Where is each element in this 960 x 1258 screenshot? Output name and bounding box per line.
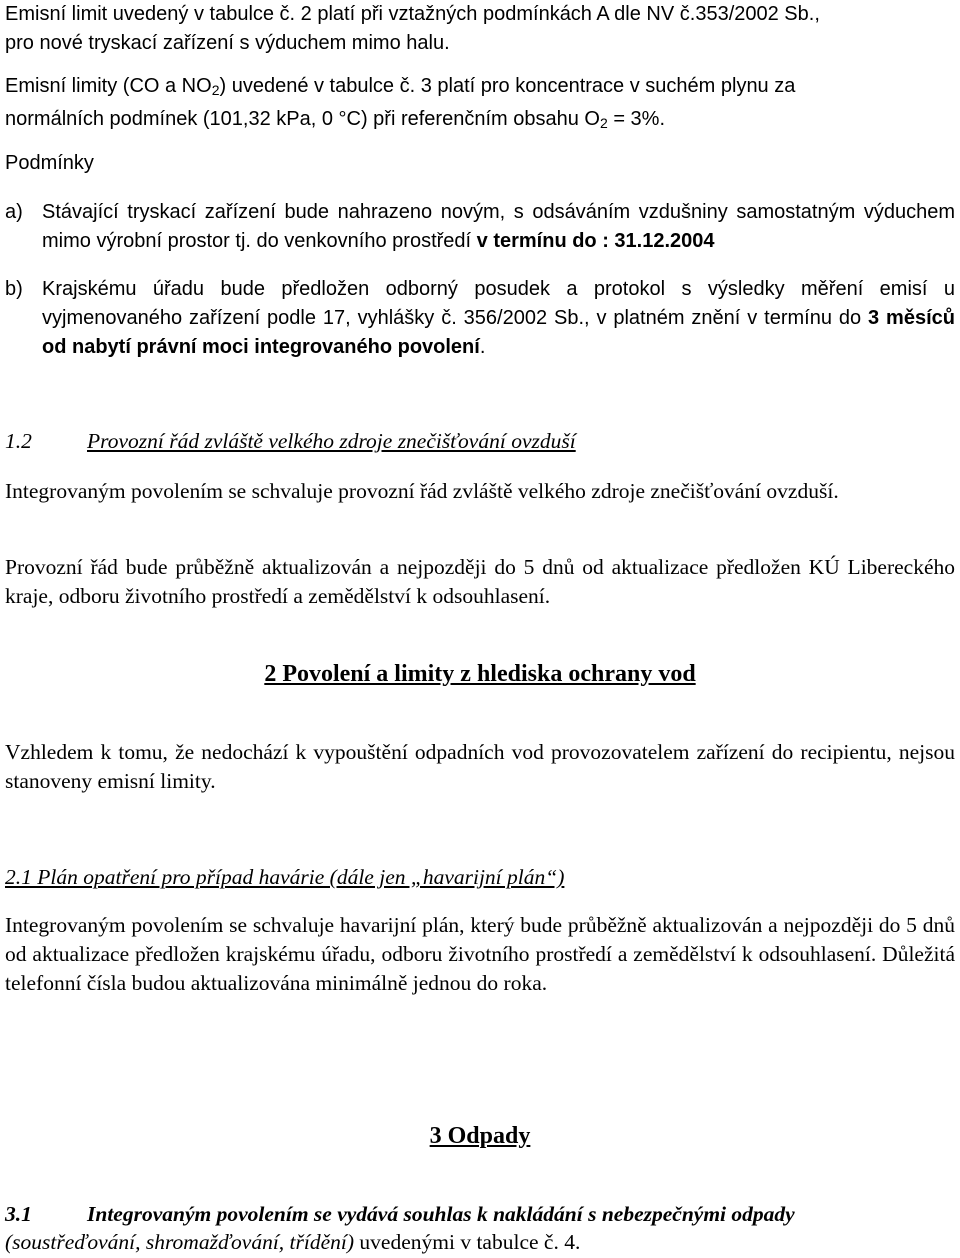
- section-1-2-heading: [5, 427, 955, 456]
- section-1-2-number: 1.2: [5, 429, 32, 453]
- section-3-1-heading: [5, 1200, 955, 1229]
- condition-b-deadline: 3 měsíců od nabytí právní moci integrovaného povolení: [42, 307, 955, 358]
- condition-a-text: Stávající tryskací zařízení bude nahrazeno novým, s odsáváním vzdušniny samostatným výduchem mimo výrobní prostor tj. do venkovního prostředí v termínu do : 31.12.2004: [42, 201, 955, 252]
- condition-b-text: Krajskému úřadu bude předložen odborný posudek a protokol s výsledky měření emisí u vyjmenovaného zařízení podle 17, vyhlášky č. 356/2002 Sb., v platném znění v termínu do 3 měsíců od nabytí právní moci integrovaného povolení.: [42, 278, 955, 358]
- condition-item-b: [5, 275, 955, 362]
- emission-limit-line-1: Emisní limit uvedený v tabulce č. 2 platí při vztažných podmínkách A dle NV č.353/2002 Sb.,: [5, 3, 820, 25]
- section-3-1-subtitle: (soustřeďování, shromažďování, třídění) uvedenými v tabulce č. 4.: [5, 1230, 581, 1254]
- condition-a-marker: a): [5, 201, 23, 223]
- section-2-paragraph: Vzhledem k tomu, že nedochází k vypouštění odpadních vod provozovatelem zařízení do recipientu, nejsou stanoveny emisní limity.: [5, 740, 955, 793]
- condition-b-marker: b): [5, 278, 23, 300]
- document-page: [5, 0, 955, 1258]
- emission-limit-line-2: pro nové tryskací zařízení s výduchem mimo halu.: [5, 32, 450, 54]
- section-1-2-title: Provozní řád zvláště velkého zdroje znečišťování ovzduší: [87, 429, 576, 453]
- section-3-heading: 3 Odpady: [429, 1123, 531, 1149]
- condition-a-deadline: v termínu do : 31.12.2004: [476, 230, 715, 252]
- emission-limits-conditions-paragraph: [5, 72, 955, 138]
- emission-limits-line-2: normálních podmínek (101,32 kPa, 0 °C) při referenčním obsahu $O_2 = 3\%$.: [5, 108, 666, 131]
- section-2-heading: 2 Povolení a limity z hlediska ochrany vod: [264, 661, 696, 687]
- section-2-1-paragraph: Integrovaným povolením se schvaluje havarijní plán, který bude průběžně aktualizován a nejpozději do 5 dnů od aktualizace předložen krajskému úřadu, odboru životního prostředí a zemědělství k odsouhlasení. Důležitá telefonní čísla budou aktualizována minimálně jednou do roka.: [5, 913, 955, 995]
- condition-item-a: [5, 198, 955, 256]
- section-1-2-paragraph-2: Provozní řád bude průběžně aktualizován a nejpozději do 5 dnů od aktualizace předložen KÚ Libereckého kraje, odboru životního prostředí a zemědělství k odsouhlasení.: [5, 555, 955, 608]
- section-3-1-number: 3.1: [5, 1202, 32, 1226]
- emission-limits-line-1: Emisní limity (CO a $NO_2$) uvedené v tabulce č. 3 platí pro koncentrace v suchém plynu za: [5, 75, 796, 98]
- no2-subscript: 2: [211, 82, 220, 98]
- o2-subscript: 2: [599, 115, 608, 131]
- conditions-heading: Podmínky: [5, 152, 94, 174]
- section-2-1-heading: 2.1 Plán opatření pro případ havárie (dále jen „havarijní plán“): [5, 865, 565, 889]
- section-3-1-title: Integrovaným povolením se vydává souhlas k nakládání s nebezpečnými odpady: [87, 1202, 795, 1226]
- emission-limit-paragraph: [5, 0, 955, 58]
- section-3-1-subtitle-italic: (soustřeďování, shromažďování, třídění): [5, 1230, 355, 1254]
- section-1-2-paragraph-1: Integrovaným povolením se schvaluje provozní řád zvláště velkého zdroje znečišťování ovzduší.: [5, 479, 839, 503]
